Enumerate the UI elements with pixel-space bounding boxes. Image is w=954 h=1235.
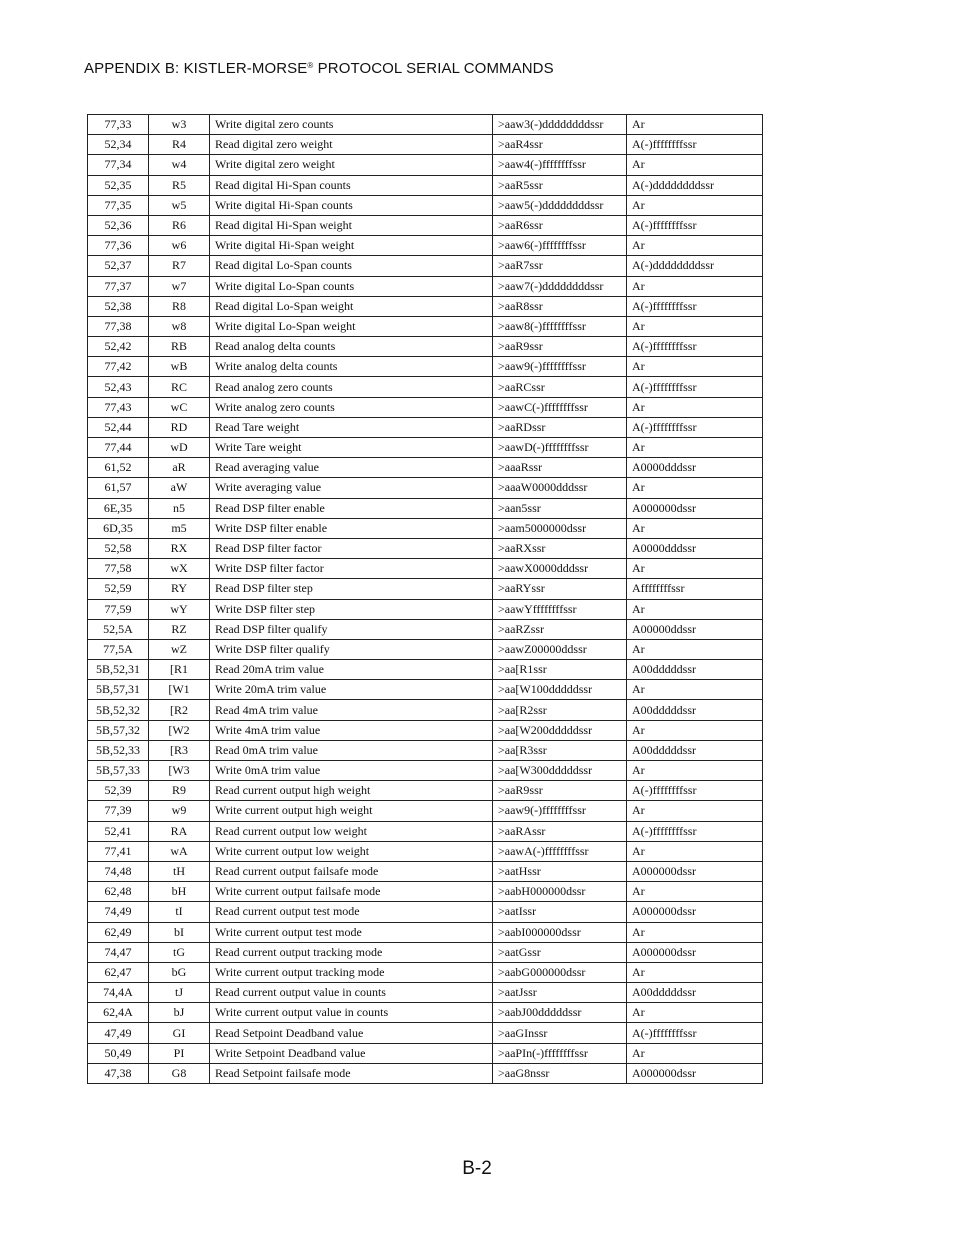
table-row — [88, 1003, 763, 1023]
response-cell: A(-)ffffffffssr — [627, 377, 763, 397]
table-row — [88, 175, 763, 195]
description-cell: Read 0mA trim value — [210, 740, 493, 760]
response-cell: Ar — [627, 1043, 763, 1063]
description-cell: Write Setpoint Deadband value — [210, 1043, 493, 1063]
command-cell: wX — [149, 559, 210, 579]
response-cell: Ar — [627, 397, 763, 417]
command-string-cell: >aa[W300dddddssr — [493, 761, 627, 781]
description-cell: Read averaging value — [210, 458, 493, 478]
hex-code-cell: 52,37 — [88, 256, 149, 276]
hex-code-cell: 77,36 — [88, 236, 149, 256]
command-cell: R8 — [149, 296, 210, 316]
response-cell: Ar — [627, 155, 763, 175]
table-row — [88, 1023, 763, 1043]
hex-code-cell: 52,44 — [88, 417, 149, 437]
command-cell: tG — [149, 942, 210, 962]
hex-code-cell: 77,37 — [88, 276, 149, 296]
command-cell: aR — [149, 458, 210, 478]
command-string-cell: >aaRXssr — [493, 538, 627, 558]
description-cell: Write digital Hi-Span counts — [210, 195, 493, 215]
command-cell: wC — [149, 397, 210, 417]
page-number: B-2 — [462, 1158, 492, 1179]
command-string-cell: >aam5000000dssr — [493, 518, 627, 538]
command-cell: [W3 — [149, 761, 210, 781]
response-cell: A00dddddssr — [627, 740, 763, 760]
hex-code-cell: 52,58 — [88, 538, 149, 558]
description-cell: Read current output tracking mode — [210, 942, 493, 962]
command-cell: w3 — [149, 115, 210, 135]
command-cell: bH — [149, 882, 210, 902]
command-string-cell: >aawZ00000ddssr — [493, 639, 627, 659]
command-cell: RX — [149, 538, 210, 558]
table-row — [88, 639, 763, 659]
command-cell: w9 — [149, 801, 210, 821]
command-cell: bG — [149, 962, 210, 982]
table-row — [88, 316, 763, 336]
description-cell: Write current output tracking mode — [210, 962, 493, 982]
description-cell: Write current output failsafe mode — [210, 882, 493, 902]
command-cell: PI — [149, 1043, 210, 1063]
response-cell: Ar — [627, 1003, 763, 1023]
command-cell: RC — [149, 377, 210, 397]
hex-code-cell: 77,44 — [88, 438, 149, 458]
table-row — [88, 1063, 763, 1083]
command-string-cell: >aawC(-)ffffffffssr — [493, 397, 627, 417]
description-cell: Read digital Lo-Span weight — [210, 296, 493, 316]
table-row — [88, 337, 763, 357]
hex-code-cell: 74,4A — [88, 983, 149, 1003]
hex-code-cell: 5B,57,33 — [88, 761, 149, 781]
description-cell: Read digital Hi-Span counts — [210, 175, 493, 195]
command-cell: tH — [149, 861, 210, 881]
description-cell: Read current output test mode — [210, 902, 493, 922]
hex-code-cell: 62,47 — [88, 962, 149, 982]
description-cell: Write digital zero counts — [210, 115, 493, 135]
table-row — [88, 579, 763, 599]
hex-code-cell: 77,33 — [88, 115, 149, 135]
hex-code-cell: 52,5A — [88, 619, 149, 639]
table-row — [88, 882, 763, 902]
command-cell: wB — [149, 357, 210, 377]
hex-code-cell: 77,5A — [88, 639, 149, 659]
command-cell: R9 — [149, 781, 210, 801]
description-cell: Read digital Lo-Span counts — [210, 256, 493, 276]
hex-code-cell: 62,48 — [88, 882, 149, 902]
response-cell: A000000dssr — [627, 1063, 763, 1083]
table-row — [88, 781, 763, 801]
command-string-cell: >aaw7(-)ddddddddssr — [493, 276, 627, 296]
response-cell: Ar — [627, 680, 763, 700]
command-cell: GI — [149, 1023, 210, 1043]
description-cell: Write current output high weight — [210, 801, 493, 821]
command-string-cell: >aawD(-)ffffffffssr — [493, 438, 627, 458]
description-cell: Read current output failsafe mode — [210, 861, 493, 881]
command-string-cell: >aa[W200dddddssr — [493, 720, 627, 740]
hex-code-cell: 52,42 — [88, 337, 149, 357]
description-cell: Write digital zero weight — [210, 155, 493, 175]
response-cell: Ar — [627, 115, 763, 135]
command-string-cell: >aaPIn(-)ffffffffssr — [493, 1043, 627, 1063]
table-row — [88, 841, 763, 861]
table-row — [88, 720, 763, 740]
hex-code-cell: 52,41 — [88, 821, 149, 841]
response-cell: A000000dssr — [627, 942, 763, 962]
table-row — [88, 498, 763, 518]
table-row — [88, 801, 763, 821]
table-row — [88, 538, 763, 558]
table-row — [88, 922, 763, 942]
hex-code-cell: 77,39 — [88, 801, 149, 821]
hex-code-cell: 77,38 — [88, 316, 149, 336]
command-cell: n5 — [149, 498, 210, 518]
hex-code-cell: 61,57 — [88, 478, 149, 498]
table-row — [88, 983, 763, 1003]
response-cell: A(-)ffffffffssr — [627, 296, 763, 316]
command-cell: w6 — [149, 236, 210, 256]
description-cell: Read DSP filter step — [210, 579, 493, 599]
response-cell: A00000ddssr — [627, 619, 763, 639]
command-cell: RZ — [149, 619, 210, 639]
table-row — [88, 115, 763, 135]
hex-code-cell: 52,35 — [88, 175, 149, 195]
command-string-cell: >aaR5ssr — [493, 175, 627, 195]
command-string-cell: >aan5ssr — [493, 498, 627, 518]
command-string-cell: >aatIssr — [493, 902, 627, 922]
hex-code-cell: 52,36 — [88, 215, 149, 235]
table-row — [88, 680, 763, 700]
description-cell: Write Tare weight — [210, 438, 493, 458]
command-cell: [W1 — [149, 680, 210, 700]
table-row — [88, 1043, 763, 1063]
table-row — [88, 397, 763, 417]
hex-code-cell: 74,48 — [88, 861, 149, 881]
table-row — [88, 660, 763, 680]
command-string-cell: >aaR9ssr — [493, 337, 627, 357]
command-string-cell: >aawA(-)ffffffffssr — [493, 841, 627, 861]
header-suffix: PROTOCOL SERIAL COMMANDS — [313, 60, 554, 77]
hex-code-cell: 52,59 — [88, 579, 149, 599]
command-cell: tJ — [149, 983, 210, 1003]
command-cell: RD — [149, 417, 210, 437]
description-cell: Read current output value in counts — [210, 983, 493, 1003]
command-string-cell: >aaaW0000dddssr — [493, 478, 627, 498]
description-cell: Read Tare weight — [210, 417, 493, 437]
command-cell: wD — [149, 438, 210, 458]
description-cell: Write analog delta counts — [210, 357, 493, 377]
command-string-cell: >aabG000000dssr — [493, 962, 627, 982]
description-cell: Read analog delta counts — [210, 337, 493, 357]
hex-code-cell: 77,35 — [88, 195, 149, 215]
hex-code-cell: 62,4A — [88, 1003, 149, 1023]
header-prefix: APPENDIX B: KISTLER-MORSE — [84, 60, 308, 77]
response-cell: A0000dddssr — [627, 458, 763, 478]
hex-code-cell: 77,34 — [88, 155, 149, 175]
command-string-cell: >aaw8(-)ffffffffssr — [493, 316, 627, 336]
response-cell: A00dddddssr — [627, 700, 763, 720]
description-cell: Read 20mA trim value — [210, 660, 493, 680]
command-string-cell: >aawX0000dddssr — [493, 559, 627, 579]
command-string-cell: >aatJssr — [493, 983, 627, 1003]
table-row — [88, 478, 763, 498]
hex-code-cell: 77,43 — [88, 397, 149, 417]
table-row — [88, 821, 763, 841]
command-cell: R6 — [149, 215, 210, 235]
page-header — [84, 60, 554, 77]
command-string-cell: >aawYffffffffssr — [493, 599, 627, 619]
description-cell: Write digital Lo-Span weight — [210, 316, 493, 336]
table-row — [88, 377, 763, 397]
description-cell: Read DSP filter enable — [210, 498, 493, 518]
description-cell: Write DSP filter enable — [210, 518, 493, 538]
description-cell: Read DSP filter qualify — [210, 619, 493, 639]
command-string-cell: >aaR8ssr — [493, 296, 627, 316]
command-cell: [R3 — [149, 740, 210, 760]
command-string-cell: >aatHssr — [493, 861, 627, 881]
command-cell: m5 — [149, 518, 210, 538]
response-cell: A00dddddssr — [627, 983, 763, 1003]
hex-code-cell: 77,58 — [88, 559, 149, 579]
response-cell: Ar — [627, 922, 763, 942]
description-cell: Write current output low weight — [210, 841, 493, 861]
hex-code-cell: 47,49 — [88, 1023, 149, 1043]
response-cell: Ar — [627, 801, 763, 821]
command-string-cell: >aabJ00dddddssr — [493, 1003, 627, 1023]
description-cell: Read analog zero counts — [210, 377, 493, 397]
response-cell: Ar — [627, 720, 763, 740]
command-string-cell: >aaw9(-)ffffffffssr — [493, 357, 627, 377]
response-cell: Ar — [627, 639, 763, 659]
table-row — [88, 559, 763, 579]
table-row — [88, 215, 763, 235]
command-cell: [W2 — [149, 720, 210, 740]
hex-code-cell: 50,49 — [88, 1043, 149, 1063]
description-cell: Read 4mA trim value — [210, 700, 493, 720]
command-string-cell: >aabH000000dssr — [493, 882, 627, 902]
hex-code-cell: 47,38 — [88, 1063, 149, 1083]
description-cell: Write digital Lo-Span counts — [210, 276, 493, 296]
command-string-cell: >aabI000000dssr — [493, 922, 627, 942]
command-string-cell: >aaaRssr — [493, 458, 627, 478]
response-cell: Ar — [627, 882, 763, 902]
command-string-cell: >aaRDssr — [493, 417, 627, 437]
description-cell: Write DSP filter qualify — [210, 639, 493, 659]
table-row — [88, 619, 763, 639]
command-string-cell: >aa[W100dddddssr — [493, 680, 627, 700]
response-cell: Ar — [627, 599, 763, 619]
command-string-cell: >aaw4(-)ffffffffssr — [493, 155, 627, 175]
command-string-cell: >aaRCssr — [493, 377, 627, 397]
command-table-body — [88, 115, 763, 1084]
command-string-cell: >aatGssr — [493, 942, 627, 962]
response-cell: Ar — [627, 518, 763, 538]
response-cell: Ar — [627, 316, 763, 336]
response-cell: Ar — [627, 478, 763, 498]
response-cell: A000000dssr — [627, 498, 763, 518]
description-cell: Read digital Hi-Span weight — [210, 215, 493, 235]
description-cell: Write 4mA trim value — [210, 720, 493, 740]
hex-code-cell: 5B,57,31 — [88, 680, 149, 700]
response-cell: A(-)ffffffffssr — [627, 135, 763, 155]
description-cell: Read Setpoint Deadband value — [210, 1023, 493, 1043]
table-row — [88, 155, 763, 175]
table-row — [88, 761, 763, 781]
hex-code-cell: 52,39 — [88, 781, 149, 801]
hex-code-cell: 5B,52,32 — [88, 700, 149, 720]
response-cell: Ar — [627, 357, 763, 377]
description-cell: Read DSP filter factor — [210, 538, 493, 558]
command-cell: w8 — [149, 316, 210, 336]
command-cell: tI — [149, 902, 210, 922]
hex-code-cell: 5B,52,31 — [88, 660, 149, 680]
description-cell: Read current output low weight — [210, 821, 493, 841]
command-string-cell: >aaw3(-)ddddddddssr — [493, 115, 627, 135]
description-cell: Write digital Hi-Span weight — [210, 236, 493, 256]
hex-code-cell: 6D,35 — [88, 518, 149, 538]
command-cell: wA — [149, 841, 210, 861]
command-string-cell: >aaw5(-)ddddddddssr — [493, 195, 627, 215]
command-cell: w5 — [149, 195, 210, 215]
command-cell: bI — [149, 922, 210, 942]
description-cell: Write DSP filter step — [210, 599, 493, 619]
hex-code-cell: 74,49 — [88, 902, 149, 922]
response-cell: A00dddddssr — [627, 660, 763, 680]
response-cell: A(-)ffffffffssr — [627, 781, 763, 801]
response-cell: A(-)ffffffffssr — [627, 1023, 763, 1043]
description-cell: Write 20mA trim value — [210, 680, 493, 700]
command-cell: bJ — [149, 1003, 210, 1023]
hex-code-cell: 52,43 — [88, 377, 149, 397]
command-cell: [R2 — [149, 700, 210, 720]
command-string-cell: >aa[R2ssr — [493, 700, 627, 720]
command-cell: aW — [149, 478, 210, 498]
table-row — [88, 599, 763, 619]
description-cell: Write DSP filter factor — [210, 559, 493, 579]
response-cell: Ar — [627, 559, 763, 579]
command-string-cell: >aaG8nssr — [493, 1063, 627, 1083]
table-row — [88, 962, 763, 982]
command-cell: wY — [149, 599, 210, 619]
table-row — [88, 700, 763, 720]
response-cell: A(-)ddddddddssr — [627, 175, 763, 195]
command-string-cell: >aaR4ssr — [493, 135, 627, 155]
command-string-cell: >aaR6ssr — [493, 215, 627, 235]
response-cell: Ar — [627, 236, 763, 256]
table-row — [88, 438, 763, 458]
table-row — [88, 417, 763, 437]
hex-code-cell: 6E,35 — [88, 498, 149, 518]
table-row — [88, 942, 763, 962]
response-cell: Ar — [627, 841, 763, 861]
hex-code-cell: 5B,52,33 — [88, 740, 149, 760]
response-cell: A000000dssr — [627, 902, 763, 922]
table-row — [88, 135, 763, 155]
hex-code-cell: 61,52 — [88, 458, 149, 478]
command-string-cell: >aaR7ssr — [493, 256, 627, 276]
response-cell: A000000dssr — [627, 861, 763, 881]
command-cell: w4 — [149, 155, 210, 175]
description-cell: Read digital zero weight — [210, 135, 493, 155]
table-row — [88, 518, 763, 538]
table-row — [88, 256, 763, 276]
description-cell: Write current output test mode — [210, 922, 493, 942]
command-string-cell: >aaRAssr — [493, 821, 627, 841]
command-string-cell: >aaw9(-)ffffffffssr — [493, 801, 627, 821]
command-string-cell: >aaRZssr — [493, 619, 627, 639]
command-cell: RB — [149, 337, 210, 357]
table-row — [88, 236, 763, 256]
command-cell: w7 — [149, 276, 210, 296]
command-cell: RY — [149, 579, 210, 599]
command-cell: R4 — [149, 135, 210, 155]
command-string-cell: >aaGInssr — [493, 1023, 627, 1043]
response-cell: A0000dddssr — [627, 538, 763, 558]
description-cell: Read current output high weight — [210, 781, 493, 801]
registered-mark: ® — [307, 61, 314, 70]
description-cell: Write analog zero counts — [210, 397, 493, 417]
hex-code-cell: 52,34 — [88, 135, 149, 155]
command-string-cell: >aa[R1ssr — [493, 660, 627, 680]
table-row — [88, 357, 763, 377]
response-cell: A(-)ffffffffssr — [627, 821, 763, 841]
description-cell: Write 0mA trim value — [210, 761, 493, 781]
response-cell: A(-)ffffffffssr — [627, 215, 763, 235]
hex-code-cell: 77,42 — [88, 357, 149, 377]
command-string-cell: >aa[R3ssr — [493, 740, 627, 760]
response-cell: Ar — [627, 962, 763, 982]
command-cell: wZ — [149, 639, 210, 659]
response-cell: Ar — [627, 195, 763, 215]
table-row — [88, 296, 763, 316]
command-cell: R7 — [149, 256, 210, 276]
response-cell: Affffffffssr — [627, 579, 763, 599]
command-table — [87, 114, 763, 1084]
response-cell: Ar — [627, 276, 763, 296]
hex-code-cell: 62,49 — [88, 922, 149, 942]
table-row — [88, 458, 763, 478]
command-cell: RA — [149, 821, 210, 841]
table-row — [88, 740, 763, 760]
response-cell: A(-)ffffffffssr — [627, 417, 763, 437]
response-cell: Ar — [627, 438, 763, 458]
response-cell: Ar — [627, 761, 763, 781]
hex-code-cell: 77,59 — [88, 599, 149, 619]
hex-code-cell: 77,41 — [88, 841, 149, 861]
table-row — [88, 902, 763, 922]
table-row — [88, 276, 763, 296]
command-string-cell: >aaR9ssr — [493, 781, 627, 801]
table-row — [88, 195, 763, 215]
command-cell: [R1 — [149, 660, 210, 680]
hex-code-cell: 52,38 — [88, 296, 149, 316]
description-cell: Write current output value in counts — [210, 1003, 493, 1023]
response-cell: A(-)ddddddddssr — [627, 256, 763, 276]
description-cell: Write averaging value — [210, 478, 493, 498]
command-string-cell: >aaRYssr — [493, 579, 627, 599]
table-row — [88, 861, 763, 881]
command-string-cell: >aaw6(-)ffffffffssr — [493, 236, 627, 256]
response-cell: A(-)ffffffffssr — [627, 337, 763, 357]
command-cell: G8 — [149, 1063, 210, 1083]
description-cell: Read Setpoint failsafe mode — [210, 1063, 493, 1083]
command-cell: R5 — [149, 175, 210, 195]
hex-code-cell: 5B,57,32 — [88, 720, 149, 740]
hex-code-cell: 74,47 — [88, 942, 149, 962]
